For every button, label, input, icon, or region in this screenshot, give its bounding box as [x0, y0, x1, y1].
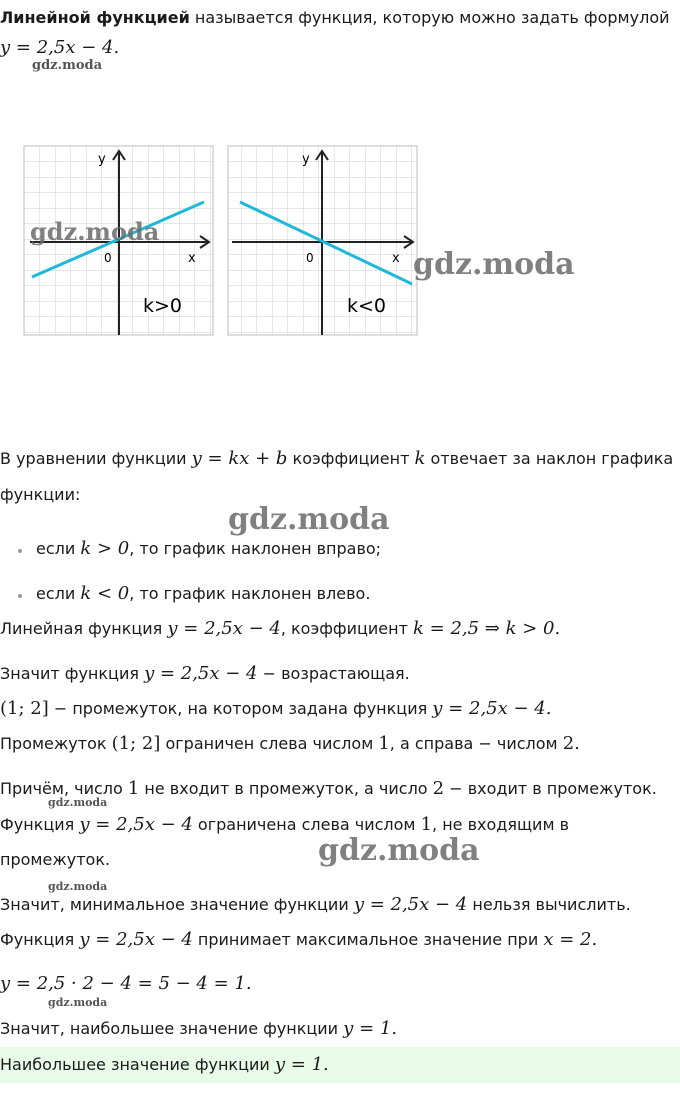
watermark-small: gdz.moda: [48, 996, 108, 1009]
text-line-1: Линейная функция y = 2,5x − 4, коэффициент k = 2,5 ⇒ k > 0.: [0, 618, 561, 639]
text-line-5: Причём, число 1 не входит в промежуток, а число 2 − входит в промежуток.: [0, 778, 657, 799]
watermark-lines: gdz.moda: [318, 833, 480, 868]
bullet-item: если k > 0, то график наклонен вправо;: [36, 538, 382, 559]
watermark-graph-left: gdz.moda: [30, 217, 160, 246]
watermark-small: gdz.moda: [32, 58, 103, 73]
intro-text: называется функция, которую можно задать формулой: [189, 8, 670, 27]
text-line-4: Промежуток (1; 2] ограничен слева числом 1, а справа − числом 2.: [0, 733, 580, 754]
watermark-small: gdz.moda: [48, 880, 108, 893]
origin-label-right: 0: [306, 251, 314, 265]
caption-right: k<0: [347, 295, 387, 317]
text-line-3: (1; 2] − промежуток, на котором задана функция y = 2,5x − 4.: [0, 698, 552, 719]
answer-line: Наибольшее значение функции y = 1.: [0, 1054, 329, 1075]
bullet-dot: [18, 594, 22, 598]
text-line-8: Функция y = 2,5x − 4 принимает максимальное значение при x = 2.: [0, 929, 598, 950]
y-label-right: y: [302, 152, 310, 167]
intro-bold: Линейной функцией: [0, 8, 190, 27]
text-line-10: Значит, наибольшее значение функции y = 1.: [0, 1018, 398, 1039]
para1-line2: функции:: [0, 485, 81, 504]
para1-line1: В уравнении функции y = kx + b коэффициент k отвечает за наклон графика: [0, 448, 674, 469]
watermark-graph-right: gdz.moda: [413, 247, 575, 282]
text-line-6: Функция y = 2,5x − 4 ограничена слева числом 1, не входящим в: [0, 814, 570, 835]
graph-right: [228, 146, 417, 335]
text-line-9: y = 2,5 · 2 − 4 = 5 − 4 = 1.: [0, 973, 252, 994]
origin-label-left: 0: [104, 251, 112, 265]
x-label-right: x: [392, 251, 400, 266]
text-line-6b: промежуток.: [0, 850, 111, 869]
text-line-7: Значит, минимальное значение функции y = 2,5x − 4 нельзя вычислить.: [0, 894, 631, 915]
intro-formula: y = 2,5x − 4.: [0, 37, 120, 58]
watermark-para: gdz.moda: [228, 502, 390, 537]
bullet-dot: [18, 549, 22, 553]
text-line-2: Значит функция y = 2,5x − 4 − возрастающая.: [0, 663, 410, 684]
bullet-item: если k < 0, то график наклонен влево.: [36, 583, 371, 604]
y-label-left: y: [98, 152, 106, 167]
intro-line: [0, 7, 670, 29]
caption-left: k>0: [143, 295, 183, 317]
x-label-left: x: [188, 251, 196, 266]
watermark-small: gdz.moda: [48, 796, 108, 809]
